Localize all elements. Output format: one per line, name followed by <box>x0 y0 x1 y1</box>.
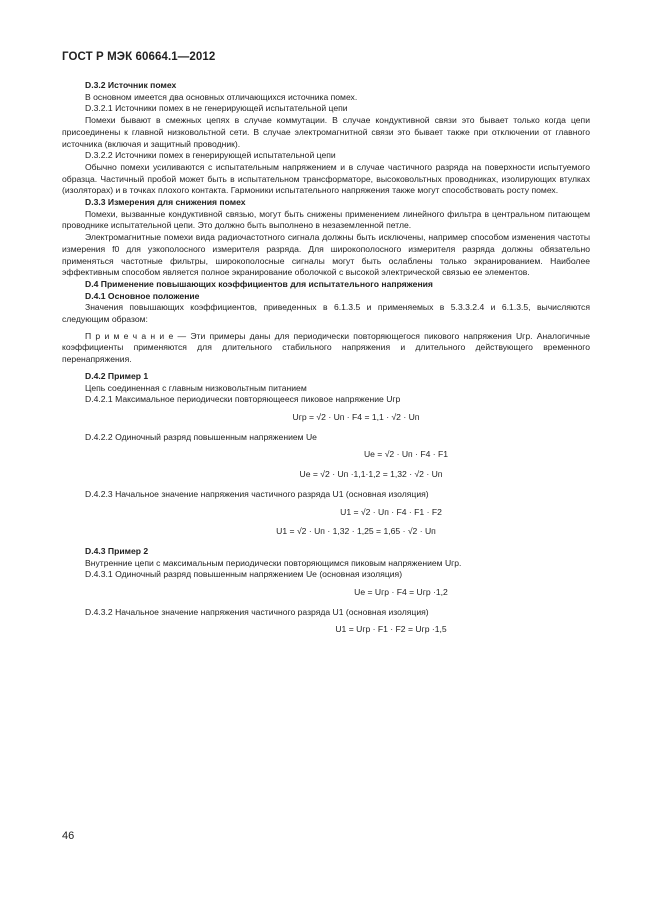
equation: Uе = √2 · Uп · F4 · F1 <box>363 449 449 460</box>
subsection-heading: D.3.2.1 Источники помех в не генерирующей испытательной цепи <box>85 103 348 114</box>
subsection-heading: D.4.2.2 Одиночный разряд повышенным напряжением Uе <box>85 431 317 442</box>
paragraph: Цепь соединенная с главным низковольтным питанием <box>85 382 307 393</box>
paragraph: Электромагнитные помехи вида радиочастотного сигнала должны быть исключены, например способом изменения частоты измерения f0 для узкополосного измерителя разряда. Для широкополосного измерителя разряда должны обязательно применяться частотные фильтры, широкополосные сигналы могут быть ослаблены только экранированием. Наиболее эффективным способом является полное экранирование оболочкой с высокой электрической связью ее элементов. <box>62 232 590 278</box>
section-heading: D.4.1 Основное положение <box>85 290 200 301</box>
subsection-heading: D.4.2.3 Начальное значение напряжения частичного разряда U1 (основная изоляция) <box>85 488 429 499</box>
equation: Uе = √2 · Uп ·1,1·1,2 = 1,32 · √2 · Uп <box>299 469 443 480</box>
document-body <box>62 80 590 644</box>
subsection-heading: D.4.3.2 Начальное значение напряжения частичного разряда U1 (основная изоляция) <box>85 606 429 617</box>
document-header: ГОСТ Р МЭК 60664.1—2012 <box>62 51 216 63</box>
equation: U1 = √2 · Uп · F4 · F1 · F2 <box>340 506 442 517</box>
section-heading: D.4.3 Пример 2 <box>85 545 149 556</box>
subsection-heading: D.3.2.2 Источники помех в генерирующей испытательной цепи <box>85 150 336 161</box>
section-heading: D.4.2 Пример 1 <box>85 370 149 381</box>
paragraph: Обычно помехи усиливаются с испытательным напряжением и в случае частичного разряда на поверхности испытуемого образца. Частичный пробой может быть в испытательном трансформаторе, высоковольтных проводниках, изолирующих втулках (изоляторах) и в точках плохого контакта. Гармоники испытательного напряжения также могут способствовать росту помех. <box>62 161 590 196</box>
equation: U1 = Uгр · F1 · F2 = Uгр ·1,5 <box>335 624 447 635</box>
paragraph: Помехи бывают в смежных цепях в случае коммутации. В случае кондуктивной связи это бывает только когда цепи присоединены к главной низковольтной сети. В случае электромагнитной связи это бывает также при отключении от главного источника (включая и защитный проводник). <box>62 115 590 149</box>
equation: Uгр = √2 · Uп · F4 = 1,1 · √2 · Uп <box>292 411 420 422</box>
paragraph: Помехи, вызванные кондуктивной связью, могут быть снижены применением линейного фильтра в центральном питающем проводнике испытательной цепи. Это должно быть выполнено в незаземленной петле. <box>62 208 590 231</box>
paragraph: Значения повышающих коэффициентов, приведенных в 6.1.3.5 и применяемых в 5.3.3.2.4 и 6.1.3.5, вычисляются следующим образом: <box>62 302 590 325</box>
page-number: 46 <box>62 830 75 842</box>
section-heading: D.4 Применение повышающих коэффициентов для испытательного напряжения <box>85 278 433 289</box>
note: П р и м е ч а н и е — Эти примеры даны для периодически повторяющегося пикового напряжения Uгр. Аналогичные коэффициенты применяются для длительного стабильного напряжения и длительного действующего временного перенапряжения. <box>62 330 590 365</box>
subsection-heading: D.4.2.1 Максимальное периодически повторяющееся пиковое напряжение Uгр <box>85 394 401 405</box>
paragraph: В основном имеется два основных отличающихся источника помех. <box>85 91 358 102</box>
section-heading: D.3.3 Измерения для снижения помех <box>85 197 246 208</box>
subsection-heading: D.4.3.1 Одиночный разряд повышенным напряжением Uе (основная изоляция) <box>85 569 403 580</box>
equation: Uе = Uгр · F4 = Uгр ·1,2 <box>354 587 448 598</box>
paragraph: Внутренние цепи с максимальным периодически повторяющимся пиковым напряжением Uгр. <box>85 557 462 568</box>
section-heading: D.3.2 Источник помех <box>85 80 177 90</box>
equation: U1 = √2 · Uп · 1,32 · 1,25 = 1,65 · √2 · Uп <box>276 526 436 537</box>
